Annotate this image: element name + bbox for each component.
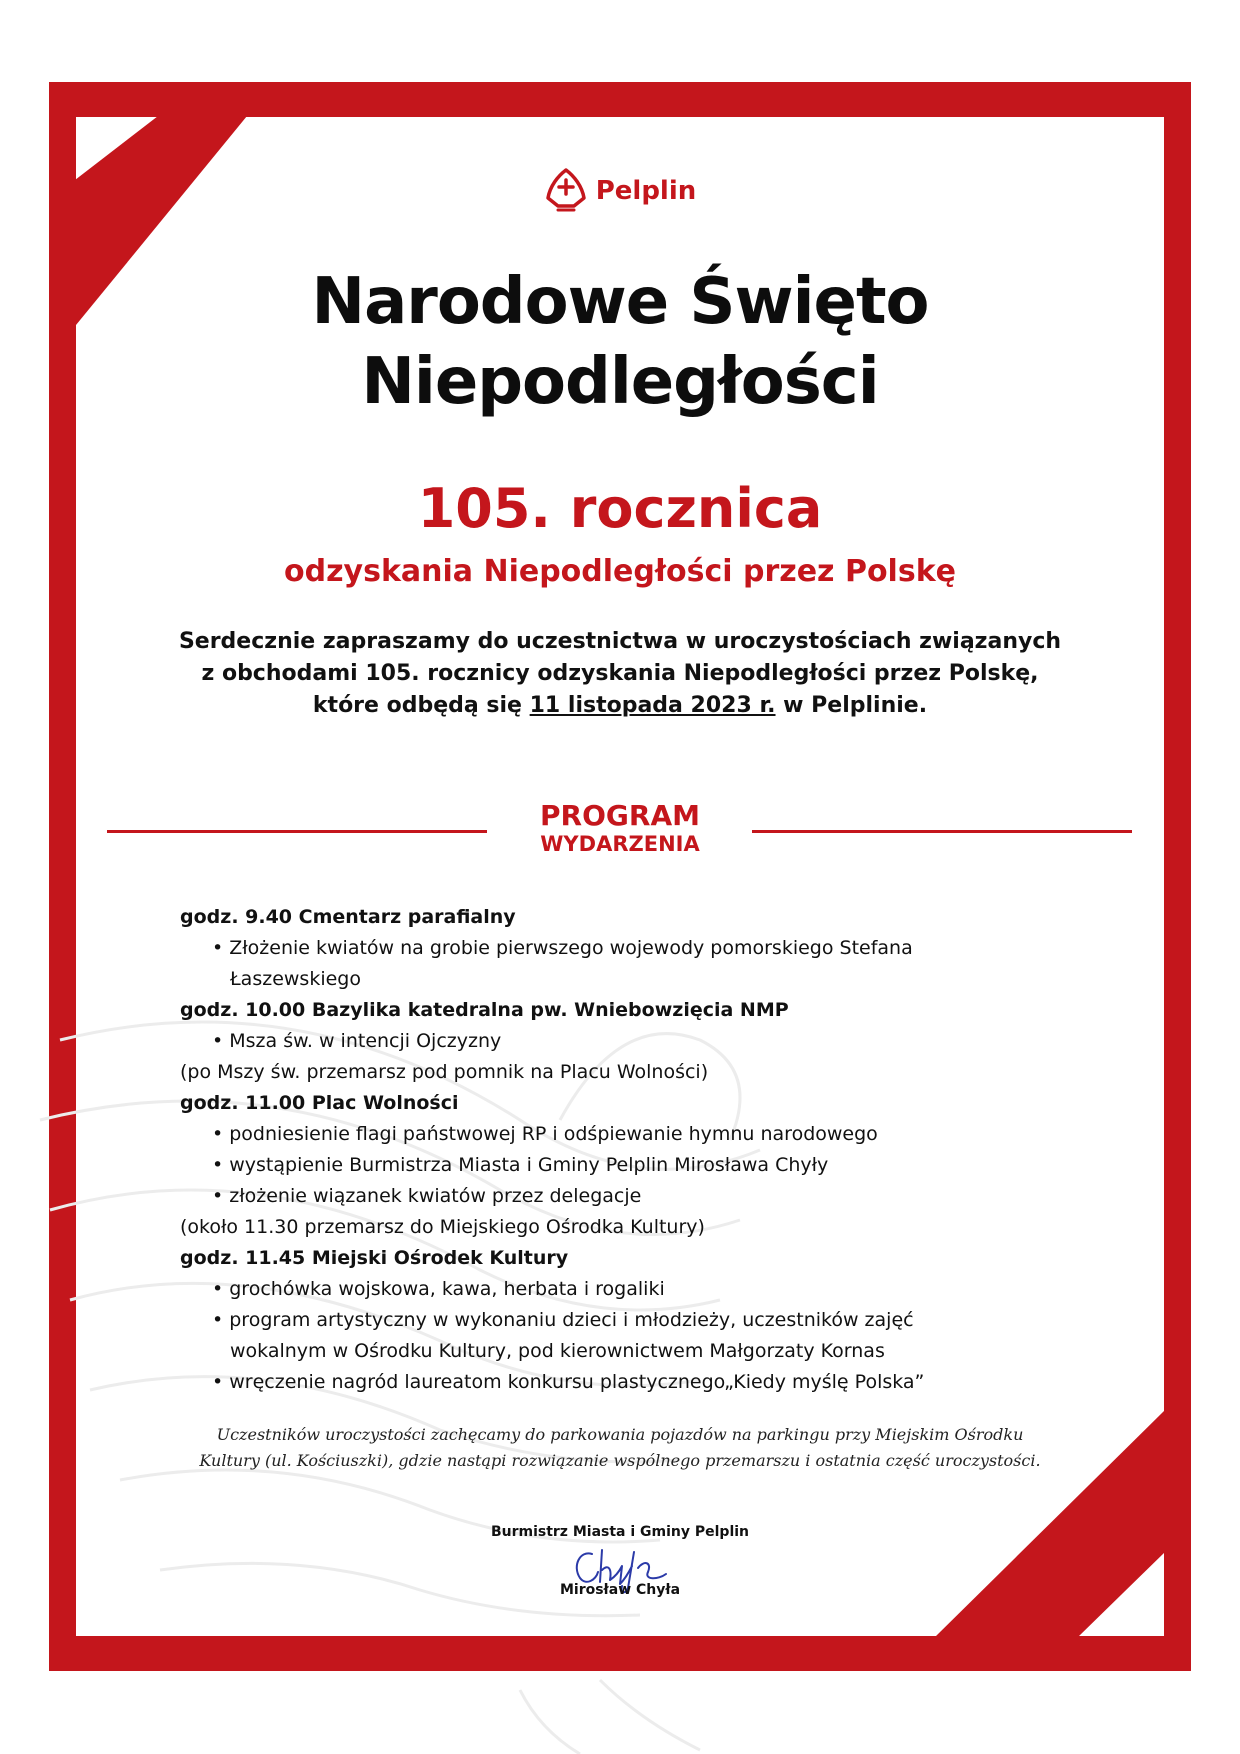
schedule-item: • wystąpienie Burmistrza Miasta i Gminy Pelplin Mirosława Chyły [180, 1150, 1100, 1181]
title-line-1: Narodowe Święto [311, 265, 929, 339]
invite-line-2: z obchodami 105. rocznicy odzyskania Niepodległości przez Polskę, [201, 661, 1039, 686]
logo-text: Pelplin [595, 176, 697, 206]
parking-info-line-1: Uczestników uroczystości zachęcamy do parkowania pojazdów na parkingu przy Miejskim Ośrodku [216, 1425, 1024, 1444]
parking-info-line-2: Kultury (ul. Kościuszki), gdzie nastąpi rozwiązanie wspólnego przemarszu i ostatnia część uroczystości. [199, 1451, 1041, 1470]
schedule-item: • grochówka wojskowa, kawa, herbata i rogaliki [180, 1274, 1100, 1305]
schedule-note: (po Mszy św. przemarsz pod pomnik na Placu Wolności) [180, 1061, 709, 1083]
invite-line-3 [0, 690, 1240, 722]
program-heading-line-2: WYDARZENIA [540, 832, 700, 856]
title-line-2: Niepodległości [361, 345, 879, 419]
schedule-item-continuation: Łaszewskiego [230, 968, 361, 990]
schedule-list [180, 902, 1100, 1398]
schedule-item: • złożenie wiązanek kwiatów przez delegacje [180, 1181, 1100, 1212]
anniversary-heading: 105. rocznica [417, 477, 823, 540]
schedule-heading: godz. 11.00 Plac Wolności [180, 1092, 459, 1114]
schedule-item: • Msza św. w intencji Ojczyzny [180, 1026, 1100, 1057]
schedule-heading: godz. 9.40 Cmentarz parafialny [180, 906, 516, 928]
schedule-item: • program artystyczny w wykonaniu dzieci i młodzieży, uczestników zajęć [180, 1305, 1100, 1336]
schedule-note: (około 11.30 przemarsz do Miejskiego Ośrodka Kultury) [180, 1216, 705, 1238]
event-date: 11 listopada 2023 r. [529, 693, 776, 718]
invite-line-3-post: w Pelplinie. [775, 693, 928, 718]
schedule-heading: godz. 10.00 Bazylika katedralna pw. Wniebowzięcia NMP [180, 999, 789, 1021]
schedule-item: • wręczenie nagród laureatom konkursu plastycznego„Kiedy myślę Polska” [180, 1367, 1100, 1398]
program-heading [490, 800, 750, 856]
schedule-item: • podniesienie flagi państwowej RP i odśpiewanie hymnu narodowego [180, 1119, 1100, 1150]
program-rule-right [752, 830, 1132, 833]
invite-line-1: Serdecznie zapraszamy do uczestnictwa w uroczystościach związanych [178, 629, 1062, 654]
mitre-cross-icon [544, 166, 588, 216]
signature-role: Burmistrz Miasta i Gminy Pelplin [490, 1524, 750, 1540]
signature-name: Mirosław Chyła [559, 1582, 681, 1598]
program-heading-line-1: PROGRAM [540, 799, 700, 832]
schedule-heading: godz. 11.45 Miejski Ośrodek Kultury [180, 1247, 569, 1269]
invitation-text [0, 626, 1240, 722]
parking-info [0, 1422, 1240, 1474]
schedule-item: • Złożenie kwiatów na grobie pierwszego wojewody pomorskiego Stefana [180, 933, 1100, 964]
program-rule-left [107, 830, 487, 833]
anniversary-subheading: odzyskania Niepodległości przez Polskę [283, 554, 956, 589]
logo [0, 166, 1240, 216]
schedule-item-continuation: wokalnym w Ośrodku Kultury, pod kierownictwem Małgorzaty Kornas [230, 1340, 885, 1362]
page-title [0, 262, 1240, 422]
invite-line-3-pre: które odbędą się [312, 693, 530, 718]
